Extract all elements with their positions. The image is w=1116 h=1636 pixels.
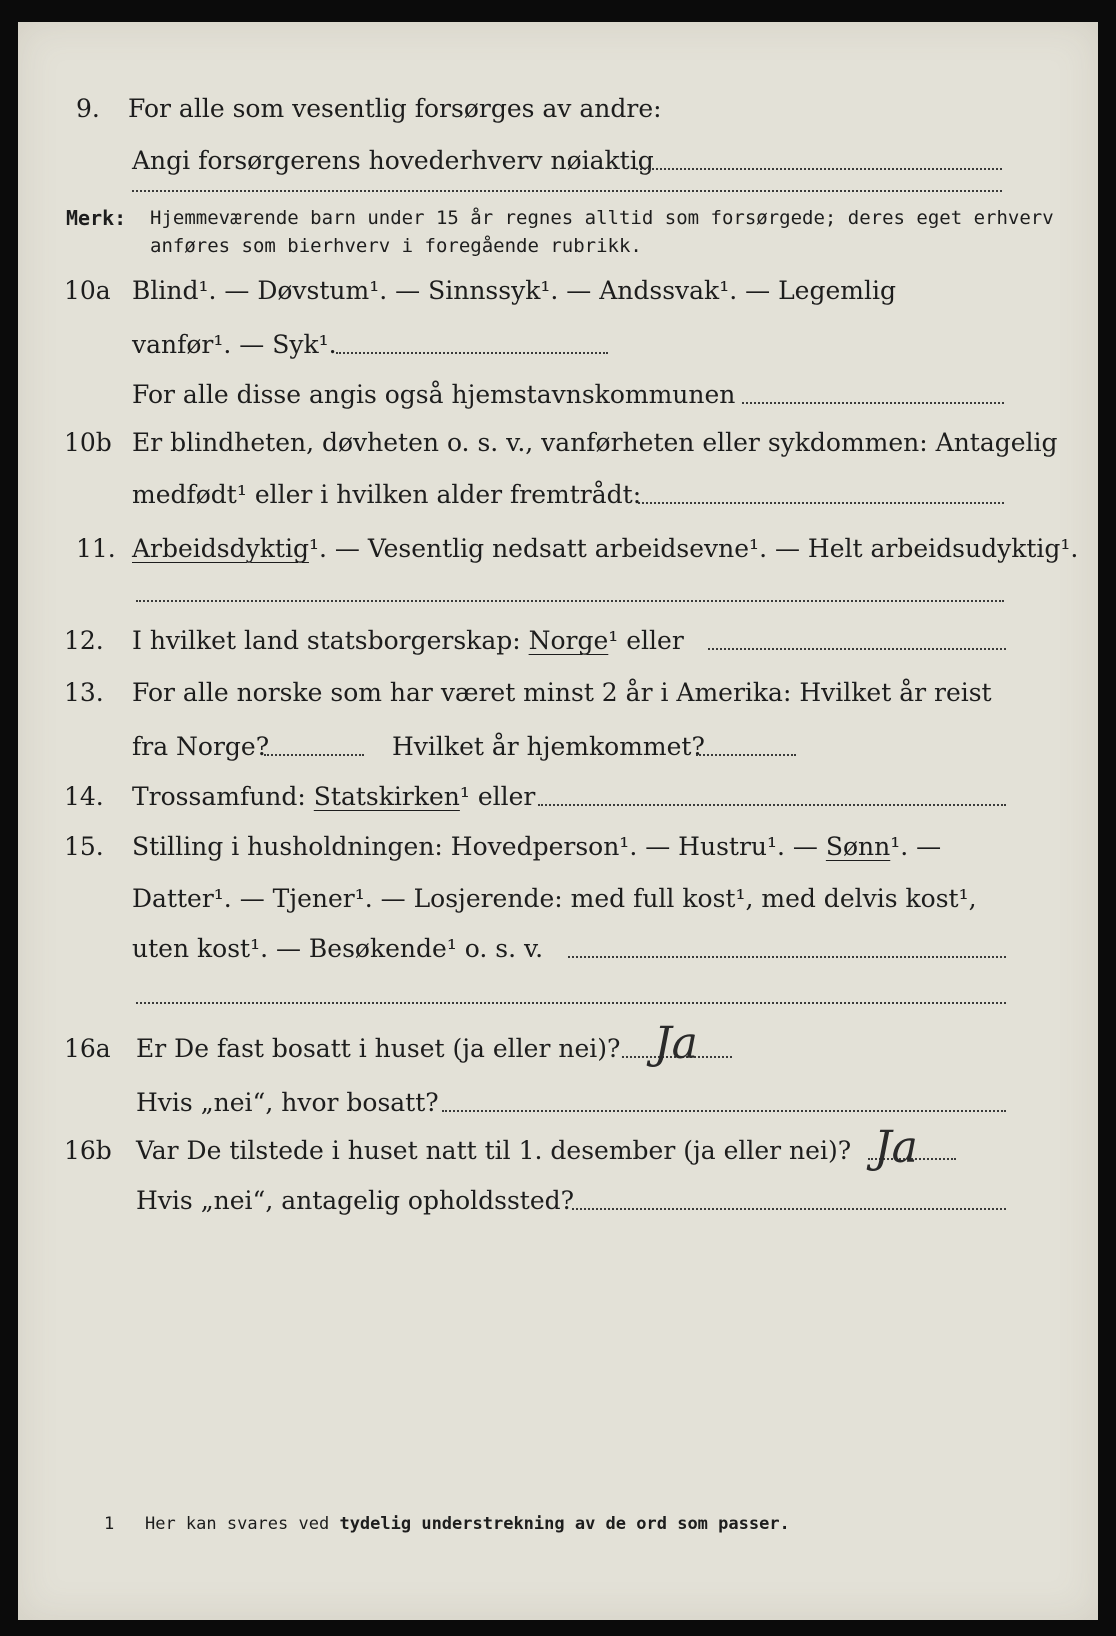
q14-number: 14.: [64, 782, 104, 811]
q12-number: 12.: [64, 626, 104, 655]
q15-number: 15.: [64, 832, 104, 861]
q10a-text3: For alle disse angis også hjemstavnskommunen: [132, 380, 736, 409]
q10a-syk-field[interactable]: [336, 352, 608, 354]
q16a-bosatt-field[interactable]: [442, 1110, 1006, 1112]
q11-underlined-arbeidsdyktig[interactable]: Arbeidsdyktig: [132, 534, 309, 563]
q9-number: 9.: [76, 94, 100, 123]
q12-answer-field[interactable]: [708, 648, 1006, 650]
footnote-mark: 1: [104, 1514, 115, 1534]
q15-text3: uten kost¹. — Besøkende¹ o. s. v.: [132, 934, 544, 963]
q16b-text1: Var De tilstede i huset natt til 1. desember (ja eller nei)?: [136, 1136, 852, 1165]
q10b-text2: medfødt¹ eller i hvilken alder fremtrådt:: [132, 480, 642, 509]
census-form-page: [18, 22, 1098, 1620]
q9-text2: Angi forsørgerens hovederhverv nøiaktig: [132, 146, 654, 175]
q14-text: [132, 780, 535, 814]
q12-pre: I hvilket land statsborgerskap:: [132, 626, 521, 655]
footnote: [104, 1514, 790, 1534]
q10a-text2: vanfør¹. — Syk¹.: [132, 330, 337, 359]
q15-answer-field-2[interactable]: [136, 1002, 1006, 1004]
q14-pre: Trossamfund:: [132, 782, 306, 811]
q16a-handwritten-answer: Ja: [654, 1018, 698, 1069]
footnote-plain: Her kan svares ved: [144, 1514, 330, 1534]
merk-text2: anføres som bierhverv i foregående rubrikk.: [150, 235, 642, 257]
q16a-number: 16a: [64, 1034, 111, 1063]
q10a-text1: Blind¹. — Døvstum¹. — Sinnssyk¹. — Andssvak¹. — Legemlig: [132, 276, 896, 305]
q16b-handwritten-answer: Ja: [874, 1122, 918, 1173]
q16b-opholdssted-field[interactable]: [572, 1208, 1006, 1210]
q10a-kommune-field[interactable]: [742, 402, 1004, 404]
q11-answer-field[interactable]: [136, 600, 1004, 602]
q13-number: 13.: [64, 678, 104, 707]
q16a-text1: Er De fast bosatt i huset (ja eller nei)?: [136, 1034, 621, 1063]
q12-underlined-norge[interactable]: Norge: [528, 626, 609, 655]
q12-post: ¹ eller: [608, 626, 684, 655]
q10b-text1: Er blindheten, døvheten o. s. v., vanførheten eller sykdommen: Antagelig: [132, 428, 1058, 457]
q13-reist-field[interactable]: [264, 754, 364, 756]
q15-text1: [132, 830, 941, 864]
q15-text1a: Stilling i husholdningen: Hovedperson¹. — Hustru¹. —: [132, 832, 818, 861]
q16a-text2: Hvis „nei“, hvor bosatt?: [136, 1088, 439, 1117]
q10b-answer-field[interactable]: [638, 502, 1004, 504]
footnote-bold: tydelig understrekning av de ord som passer.: [339, 1514, 790, 1534]
q10b-number: 10b: [64, 428, 112, 457]
q15-underlined-sonn[interactable]: Sønn: [825, 832, 891, 861]
q13-hjemkommet-field[interactable]: [696, 754, 796, 756]
q14-answer-field[interactable]: [538, 804, 1006, 806]
q11-text: [132, 532, 1078, 566]
q9-text1: For alle som vesentlig forsørges av andre:: [128, 94, 662, 123]
q16b-text2: Hvis „nei“, antagelig opholdssted?: [136, 1186, 575, 1215]
q16b-number: 16b: [64, 1136, 112, 1165]
q15-text1b: ¹. —: [890, 832, 942, 861]
q13-text2b: Hvilket år hjemkommet?: [392, 732, 705, 761]
q10a-number: 10a: [64, 276, 111, 305]
q13-text2a: fra Norge?: [132, 732, 270, 761]
q9-answer-field-2[interactable]: [132, 190, 1002, 192]
q13-text1: For alle norske som har været minst 2 år i Amerika: Hvilket år reist: [132, 678, 992, 707]
merk-label: Merk:: [66, 206, 127, 230]
q9-answer-field[interactable]: [636, 168, 1002, 170]
q15-text2: Datter¹. — Tjener¹. — Losjerende: med full kost¹, med delvis kost¹,: [132, 884, 977, 913]
q11-rest: ¹. — Vesentlig nedsatt arbeidsevne¹. — Helt arbeidsudyktig¹.: [308, 534, 1079, 563]
q12-text: [132, 624, 684, 658]
q11-number: 11.: [76, 534, 116, 563]
q15-answer-field[interactable]: [568, 956, 1006, 958]
q14-underlined-statskirken[interactable]: Statskirken: [313, 782, 460, 811]
q14-post: ¹ eller: [459, 782, 536, 811]
merk-text1: Hjemmeværende barn under 15 år regnes alltid som forsørgede; deres eget erhverv: [150, 207, 1054, 229]
